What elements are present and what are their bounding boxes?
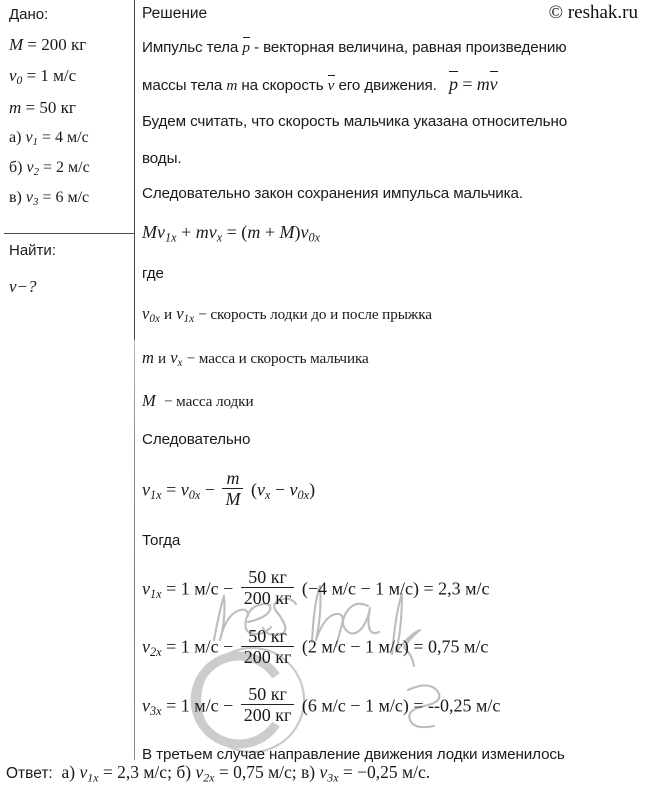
assumption-line-2: воды. [142,150,182,167]
symbol-m: m [9,98,22,118]
solution-heading: Решение [142,5,208,22]
symbol-v3: v [25,189,33,207]
answer-marker-a: а) [61,762,76,782]
calc2-num: 50 [248,625,267,646]
answer-sub-b: 2 [203,770,210,785]
calc2-result: 0,75 [428,636,460,657]
given-line-v3: в) $v_3 = 6$ м/с [9,189,90,209]
unit-v2: м/с [68,159,90,177]
calc3-sub-value: 1 [364,695,374,716]
calc1-result: 2,3 [438,578,461,599]
formula-p-equals-mv: p = mv [448,74,498,94]
calc1-unit-3: м/с [388,578,413,599]
impulse-def-text-d: на скорость [241,77,324,94]
find-column [0,236,134,297]
value-v2: 2 [56,159,65,177]
answer-value-a: 2,3 [117,762,139,782]
impulse-def-text-a: Импульс тела [142,39,239,56]
marker-b: б) [9,159,23,177]
value-v3: 6 [55,189,64,207]
solution-column [142,0,646,763]
calc1-num: 50 [248,567,267,588]
conjunction-and-1: и [164,306,173,324]
value-v0: 1 [40,66,49,85]
calc3-unit-2: м/с [321,695,346,716]
calculation-row-1: $v_{1x} = 1$ м/с − $\frac{50 кг}{200 кг}$ (−4 м/с − 1 м/с) = 2,3 м/с [142,567,490,609]
answer-marker-b: б) [176,762,192,782]
calc2-sub-value: 1 [364,636,374,657]
calc3-inner: 6 [307,695,317,716]
calc3-result-unit: м/с [476,695,501,716]
unit-M: кг [71,35,87,54]
calc2-v0: 1 [180,636,190,657]
calc3-num-unit: кг [270,684,287,705]
symbol-M: M [9,35,24,54]
mass-ratio-fraction: $\frac{m}{M}$ [222,468,243,510]
given-line-M: M = 200 кг [9,35,87,54]
derived-formula: $v_{1x} = v_{0x}$ − $\frac{m}{M}$ $(v_x - v_{0x})$ [142,467,316,510]
answer-sub-a: 1 [87,770,94,785]
conservation-law-intro: Следовательно закон сохранения импульса мальчика. [142,185,524,202]
subscript-v2: 2 [33,166,40,179]
impulse-def-text-c: массы тела [142,77,223,94]
definition-boat-mass: M − масса лодки [142,390,254,410]
calc1-den-unit: кг [275,588,292,609]
calc2-result-unit: м/с [464,636,489,657]
calculation-row-3: $v_{3x} = 1$ м/с − $\frac{50 кг}{200 кг}$ (6 м/с − 1 м/с) = --0,25 м/с [142,684,501,726]
symbol-v0: v [9,66,17,85]
assumption-line-1: Будем считать, что скорость мальчика указана относительно [142,113,568,130]
given-heading: Дано: [9,6,49,23]
given-line-v1: а) $v_1 = 4$ м/с [9,129,89,149]
calc3-v0: 1 [180,695,190,716]
marker-a: а) [9,129,22,147]
value-v1: 4 [55,129,64,147]
calc2-num-unit: кг [270,625,287,646]
calc3-fraction [241,684,295,726]
calc1-den: 200 [243,588,271,609]
symbol-v2: v [26,159,34,177]
calculation-row-2: $v_{2x} = 1$ м/с − $\frac{50 кг}{200 кг}$ (2 м/с − 1 м/с) = 0,75 м/с [142,625,489,667]
impulse-definition-line-1 [142,39,646,57]
answer-unit-c: м/с. [402,762,431,782]
impulse-def-text-b: - векторная величина, равная произведению [254,39,567,56]
unit-v1: м/с [67,129,89,147]
calc3-den-unit: кг [275,705,292,726]
definition-boy-mass-speed: m и $v_x$ − масса и скорость мальчика [142,347,369,369]
closing-statement: В третьем случае направление движения лодки изменилось [142,746,565,764]
calc1-fraction [241,567,295,609]
value-M: 200 [41,35,67,54]
column-divider-lower [134,340,135,760]
given-find-divider [4,233,134,234]
answer-marker-c: в) [301,762,316,782]
calc1-unit-1: м/с [194,578,219,599]
symbol-v1: v [25,129,33,147]
impulse-def-text-e: его движения. [338,77,437,94]
calc3-den: 200 [243,705,271,726]
definition-boat-text: − скорость лодки до и после прыжка [198,306,432,324]
calc2-den-unit: кг [275,646,292,667]
given-line-m: m = 50 кг [9,98,76,118]
then-label: Тогда [142,532,181,550]
answer-label: Ответ: [6,765,53,782]
calc2-fraction [241,626,295,668]
site-credit: © reshak.ru [548,2,638,23]
definition-boat-mass-text: − масса лодки [164,392,254,410]
given-line-v2: б) $v_2 = 2$ м/с [9,159,90,179]
subscript-v1: 1 [32,136,38,149]
answer-value-b: 0,75 [233,762,264,782]
calc1-v0: 1 [180,578,190,599]
unit-v0: м/с [53,66,77,85]
calc2-unit-1: м/с [194,636,219,657]
calc2-den: 200 [243,646,271,667]
answer-value-c: −0,25 [357,762,398,782]
calc3-num: 50 [248,684,267,705]
where-label: где [142,265,164,283]
answer-sub-c: 3 [327,770,334,785]
calc3-result: --0,25 [428,695,472,716]
symbol-m-inline: m [226,77,238,94]
subscript-v0: 0 [16,74,23,88]
unit-v3: м/с [67,189,90,207]
calc2-unit-2: м/с [321,636,346,657]
given-line-v0: $v_0 = 1$ м/с [9,66,77,88]
calc1-result-unit: м/с [465,578,490,599]
marker-c: в) [9,189,22,207]
find-heading: Найти: [9,242,56,259]
conjunction-and-2: и [158,349,167,367]
calc1-sub-value: 1 [375,578,385,599]
therefore-label: Следовательно [142,430,251,448]
calc3-unit-1: м/с [194,695,219,716]
column-divider-upper [134,0,135,340]
symbol-p-vector: p [242,39,250,56]
calc3-unit-3: м/с [378,695,403,716]
answer-unit-a: м/с [143,762,168,782]
calc1-num-unit: кг [270,567,287,588]
given-column [0,0,134,208]
calc2-unit-3: м/с [378,636,403,657]
definition-boy-text: − масса и скорость мальчика [186,349,369,367]
answer-row: Ответ: а) $v_{1x} = 2,3$ м/с; б) $v_{2x} = 0,75$ м/с; в) $v_{3x} = -0,25$ м/с. [6,762,431,785]
find-query [0,277,134,297]
conservation-equation: $Mv_{1x} + mv_x = (m + M)v_{0x}$ [142,222,321,245]
calc1-unit-2: м/с [331,578,356,599]
find-query-text: v−? [9,277,37,296]
subscript-v3: 3 [33,196,39,209]
definition-boat-speeds: $v_{0x}$ и $v_{1x}$ − скорость лодки до и после прыжка [142,304,432,326]
unit-m: кг [60,98,76,118]
calc2-inner: 2 [307,636,317,657]
value-m: 50 [39,98,57,118]
symbol-v-vector: v [327,77,335,94]
calc1-inner: −4 [307,578,328,599]
answer-unit-b: м/с [268,762,292,782]
impulse-definition-line-2 [142,74,646,95]
